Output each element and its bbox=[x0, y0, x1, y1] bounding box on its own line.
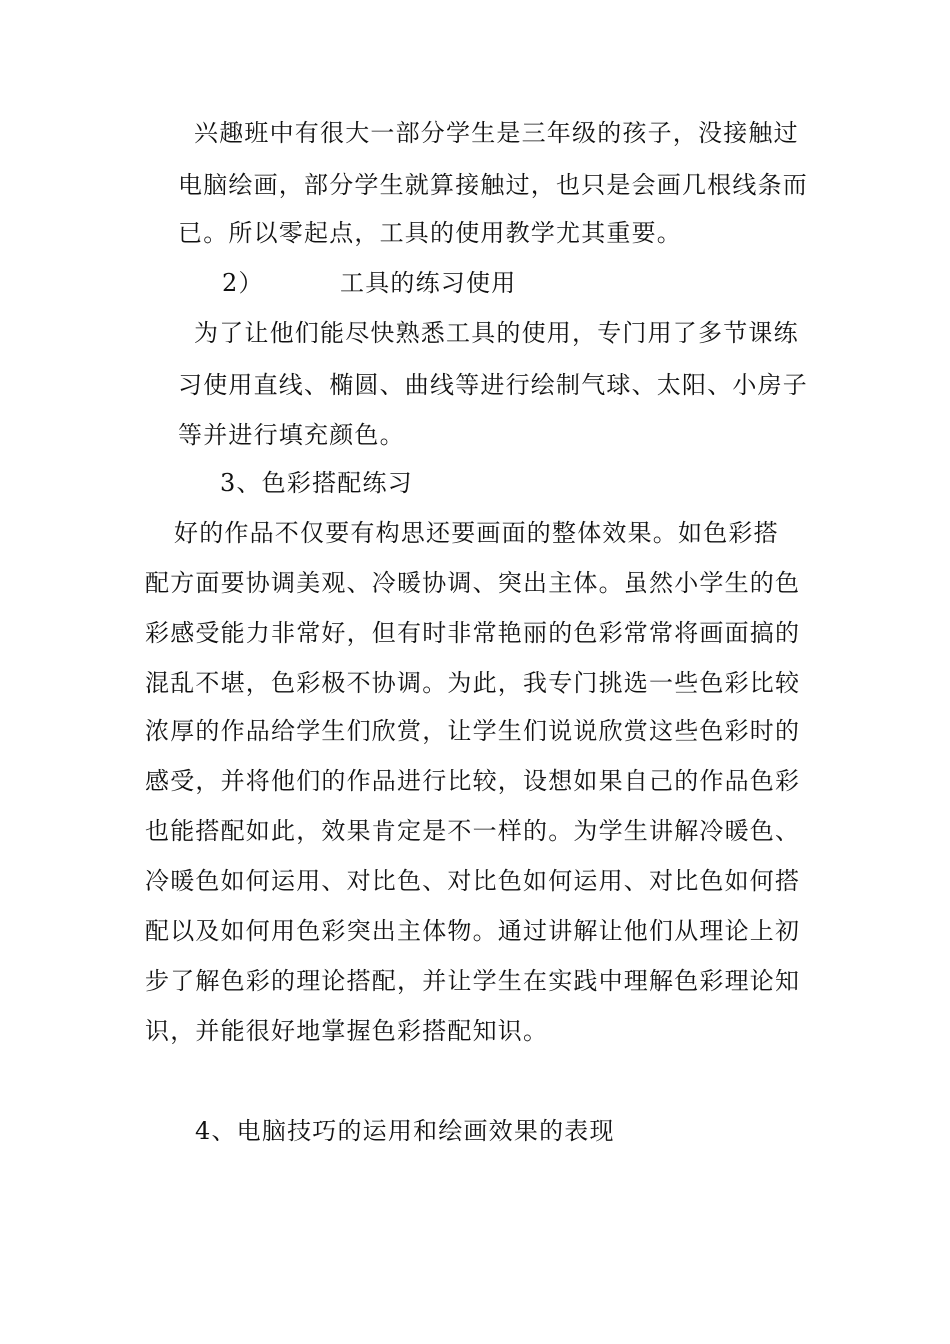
text-line: 配方面要协调美观、冷暖协调、突出主体。虽然小学生的色 bbox=[145, 569, 801, 597]
heading-title: 工具的练习使用 bbox=[340, 269, 517, 297]
text-line: 已。所以零起点，工具的使用教学尤其重要。 bbox=[178, 219, 682, 247]
text-line: 浓厚的作品给学生们欣赏，让学生们说说欣赏这些色彩时的 bbox=[145, 717, 801, 745]
text-line: 兴趣班中有很大一部分学生是三年级的孩子，没接触过 bbox=[194, 119, 799, 147]
heading-number: 2） bbox=[222, 269, 264, 297]
text-line: 电脑绘画，部分学生就算接触过，也只是会画几根线条而 bbox=[178, 171, 808, 199]
text-line: 步了解色彩的理论搭配，并让学生在实践中理解色彩理论知 bbox=[145, 967, 801, 995]
section-heading-4: 4、电脑技巧的运用和绘画效果的表现 bbox=[195, 1117, 615, 1145]
text-line: 冷暖色如何运用、对比色、对比色如何运用、对比色如何搭 bbox=[145, 867, 801, 895]
text-line: 好的作品不仅要有构思还要画面的整体效果。如色彩搭 bbox=[174, 519, 779, 547]
text-line: 为了让他们能尽快熟悉工具的使用，专门用了多节课练 bbox=[194, 319, 799, 347]
text-line: 感受，并将他们的作品进行比较，设想如果自己的作品色彩 bbox=[145, 767, 801, 795]
text-line: 彩感受能力非常好，但有时非常艳丽的色彩常常将画面搞的 bbox=[145, 619, 801, 647]
text-line: 等并进行填充颜色。 bbox=[178, 421, 405, 449]
text-line: 习使用直线、椭圆、曲线等进行绘制气球、太阳、小房子 bbox=[178, 371, 808, 399]
text-line: 配以及如何用色彩突出主体物。通过讲解让他们从理论上初 bbox=[145, 917, 801, 945]
text-line: 识，并能很好地掌握色彩搭配知识。 bbox=[145, 1017, 549, 1045]
text-line: 混乱不堪，色彩极不协调。为此，我专门挑选一些色彩比较 bbox=[145, 669, 801, 697]
section-heading-3: 3、色彩搭配练习 bbox=[220, 469, 413, 497]
text-line: 也能搭配如此，效果肯定是不一样的。为学生讲解冷暖色、 bbox=[145, 817, 801, 845]
